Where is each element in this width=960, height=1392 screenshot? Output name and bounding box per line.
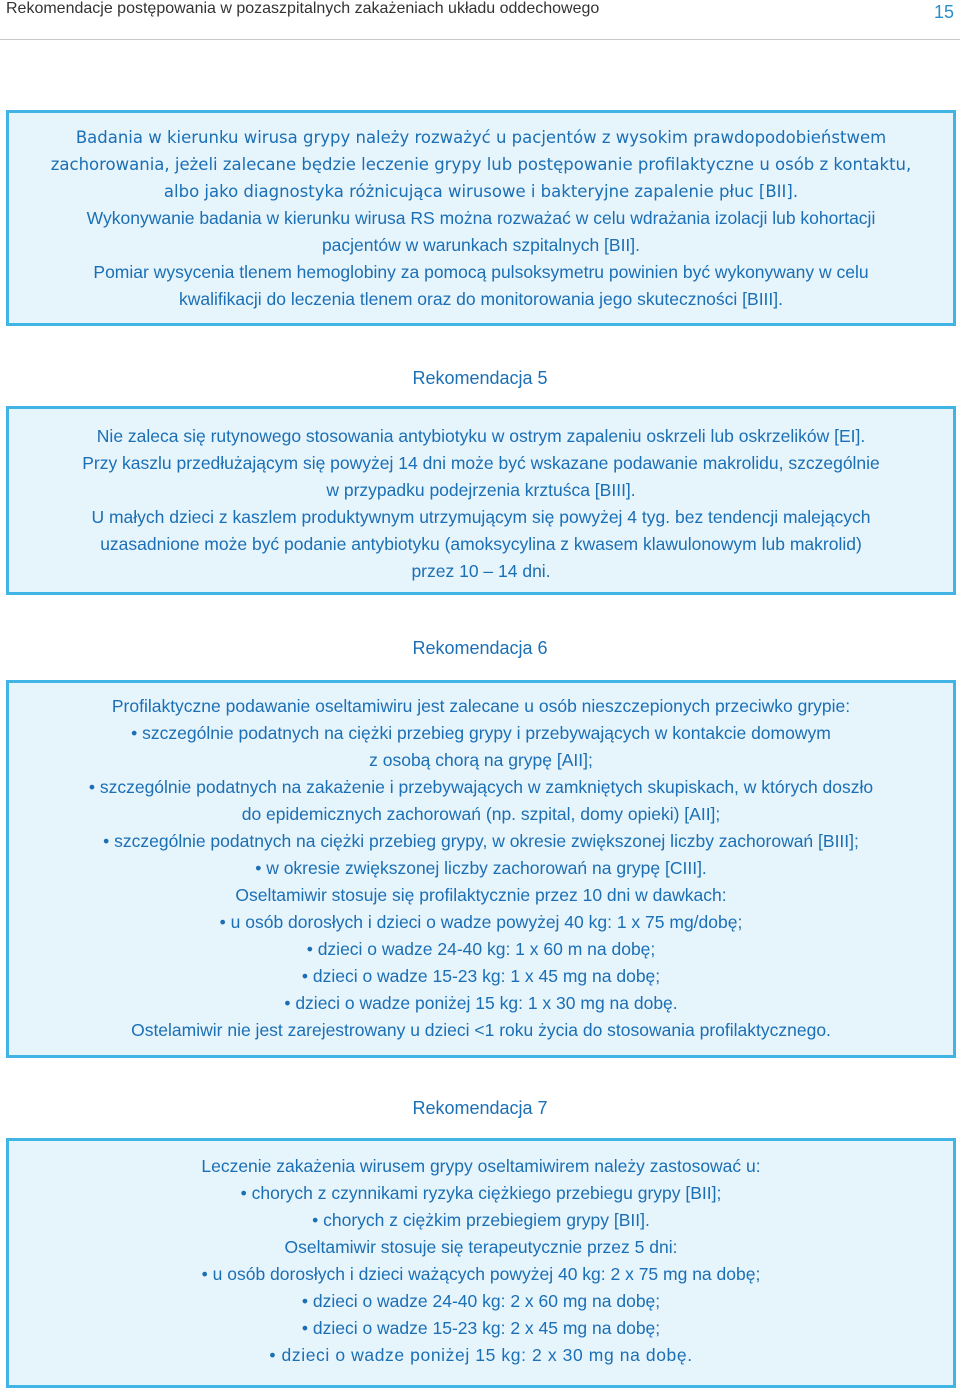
- text-line: Oseltamiwir stosuje się profilaktycznie przez 10 dni w dawkach:: [235, 885, 727, 905]
- bullet-item: • szczególnie podatnych na zakażenie i przebywających w zamkniętych skupiskach, w których doszło: [9, 774, 953, 801]
- text-line: Wykonywanie badania w kierunku wirusa RS można rozważać w celu wdrażania izolacji lub kohortacji: [86, 208, 876, 228]
- recommendation-7-box: [6, 1138, 956, 1388]
- text-line: Profilaktyczne podawanie oseltamiwiru jest zalecane u osób nieszczepionych przeciwko grypie:: [111, 696, 851, 716]
- text-line: uzasadnione może być podanie antybiotyku (amoksycylina z kwasem klawulonowym lub makrolid): [100, 534, 862, 554]
- bullet-item: • u osób dorosłych i dzieci o wadze powyżej 40 kg: 1 x 75 mg/dobę;: [9, 909, 953, 936]
- page-number: 15: [933, 2, 954, 22]
- bullet-item: • szczególnie podatnych na ciężki przebieg grypy i przebywających w kontakcie domowym: [9, 720, 953, 747]
- recommendation-5-box: [6, 406, 956, 595]
- text-line: zachorowania, jeżeli zalecane będzie leczenie grypy lub postępowanie profilaktyczne u osób z kontaktu,: [50, 155, 912, 174]
- bullet-item: • chorych z czynnikami ryzyka ciężkiego przebiegu grypy [BII];: [9, 1180, 953, 1207]
- recommendation-6-box: [6, 680, 956, 1058]
- text-line: do epidemicznych zachorowań (np. szpital, domy opieki) [AII];: [241, 804, 721, 824]
- bullet-item: • dzieci o wadze poniżej 15 kg: 1 x 30 mg na dobę.: [9, 990, 953, 1017]
- recommendation-box-diagnostics: [6, 110, 956, 326]
- text-line: U małych dzieci z kaszlem produktywnym utrzymującym się powyżej 4 tyg. bez tendencji malejących: [91, 507, 871, 527]
- text-line: albo jako diagnostyka różnicująca wirusowe i bakteryjne zapalenie płuc [BII].: [163, 182, 799, 201]
- text-line: Badania w kierunku wirusa grypy należy rozważyć u pacjentów z wysokim prawdopodobieństwem: [75, 128, 887, 147]
- text-line: w przypadku podejrzenia krztuśca [BIII].: [326, 480, 636, 500]
- recommendation-7-heading: Rekomendacja 7: [412, 1098, 548, 1118]
- text-line: z osobą chorą na grypę [AII];: [369, 750, 593, 770]
- bullet-item: • dzieci o wadze 15-23 kg: 1 x 45 mg na dobę;: [9, 963, 953, 990]
- recommendation-6-heading: Rekomendacja 6: [412, 638, 548, 658]
- bullet-item: • dzieci o wadze 24-40 kg: 1 x 60 m na dobę;: [9, 936, 953, 963]
- bullet-item: • dzieci o wadze 24-40 kg: 2 x 60 mg na dobę;: [9, 1288, 953, 1315]
- text-line: Oseltamiwir stosuje się terapeutycznie przez 5 dni:: [284, 1237, 678, 1257]
- text-line: Pomiar wysycenia tlenem hemoglobiny za pomocą pulsoksymetru powinien być wykonywany w celu: [93, 262, 869, 282]
- recommendation-5-heading: Rekomendacja 5: [412, 368, 548, 388]
- text-line: Przy kaszlu przedłużającym się powyżej 14 dni może być wskazane podawanie makrolidu, szczególnie: [82, 453, 880, 473]
- running-title: Rekomendacje postępowania w pozaszpitalnych zakażeniach układu oddechowego: [6, 0, 600, 17]
- bullet-item: • u osób dorosłych i dzieci ważących powyżej 40 kg: 2 x 75 mg na dobę;: [9, 1261, 953, 1288]
- text-line: Ostelamiwir nie jest zarejestrowany u dzieci <1 roku życia do stosowania profilaktycznego.: [131, 1020, 831, 1040]
- bullet-item: • chorych z ciężkim przebiegiem grypy [BII].: [9, 1207, 953, 1234]
- text-line: pacjentów w warunkach szpitalnych [BII].: [321, 235, 641, 255]
- text-line: Leczenie zakażenia wirusem grypy oseltamiwirem należy zastosować u:: [201, 1156, 761, 1176]
- bullet-item: • dzieci o wadze 15-23 kg: 2 x 45 mg na dobę;: [9, 1315, 953, 1342]
- page-header: [0, 0, 960, 40]
- bullet-item: • dzieci o wadze poniżej 15 kg: 2 x 30 mg na dobę.: [9, 1342, 953, 1369]
- bullet-item: • w okresie zwiększonej liczby zachorowań na grypę [CIII].: [9, 855, 953, 882]
- text-line: Nie zaleca się rutynowego stosowania antybiotyku w ostrym zapaleniu oskrzeli lub oskrzelików [EI].: [96, 426, 866, 446]
- text-line: przez 10 – 14 dni.: [411, 561, 551, 581]
- text-line: kwalifikacji do leczenia tlenem oraz do monitorowania jego skuteczności [BIII].: [178, 289, 784, 309]
- bullet-item: • szczególnie podatnych na ciężki przebieg grypy, w okresie zwiększonej liczby zachorowań [BIII];: [9, 828, 953, 855]
